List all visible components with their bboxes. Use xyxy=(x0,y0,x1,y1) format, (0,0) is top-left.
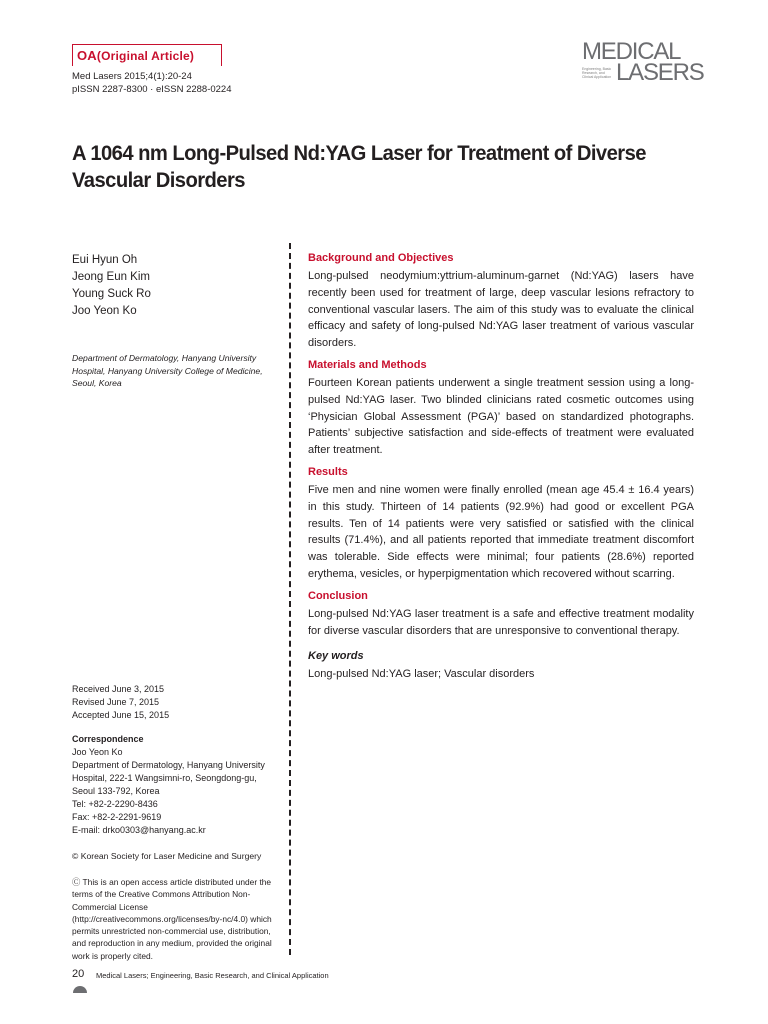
footer-arc-icon xyxy=(73,986,87,993)
accepted-date: Accepted June 15, 2015 xyxy=(72,710,170,720)
correspondence-line: Joo Yeon Ko xyxy=(72,747,123,757)
section-body: Five men and nine women were finally enrolled (mean age 45.4 ± 16.4 years) in this study. Thirteen of 14 patients (92.9%) had good or excellent PGA results. Ten of 14 patients were very satisfied or satisfied with the clinical results (71.4%), and all patients reported that immediate treatment discomfort was tolerable. Side effects were minimal; four patients (28.6%) reported erythema, vesicles, or hyperpigmentation which recovered without scarring. xyxy=(308,483,694,580)
abstract-methods xyxy=(308,358,694,459)
author-list xyxy=(72,252,151,320)
section-body: Fourteen Korean patients underwent a single treatment session using a long-pulsed Nd:YAG laser. Two blinded clinicians rated cosmetic outcomes using ‘Physician Global Assessment (PGA)’ based on standardized photographs. Patients’ subjective satisfaction and side-effects of treatment were evaluated after treatment. xyxy=(308,376,694,457)
copyright-notice: © Korean Society for Laser Medicine and Surgery xyxy=(72,851,262,861)
correspondence-tel: Tel: +82-2-2290-8436 xyxy=(72,799,158,809)
article-type-label xyxy=(77,48,194,63)
correspondence-line: Seoul 133-792, Korea xyxy=(72,786,160,796)
article-dates xyxy=(72,683,169,722)
article-type-full: (Original Article) xyxy=(96,49,195,63)
journal-logo xyxy=(580,38,704,88)
author: Jeong Eun Kim xyxy=(72,271,150,283)
section-heading: Results xyxy=(308,465,348,478)
article-title: A 1064 nm Long-Pulsed Nd:YAG Laser for Treatment of Diverse Vascular Disorders xyxy=(72,141,646,192)
logo-lasers-text: LASERS xyxy=(616,59,704,86)
citation: Med Lasers 2015;4(1):20-24 xyxy=(72,71,192,82)
correspondence xyxy=(72,733,286,837)
correspondence-line: Department of Dermatology, Hanyang University xyxy=(72,760,265,770)
keywords-heading: Key words xyxy=(308,650,364,663)
correspondence-fax: Fax: +82-2-2291-9619 xyxy=(72,812,162,822)
footer-journal-line: Medical Lasers; Engineering, Basic Research, and Clinical Application xyxy=(96,971,329,980)
abstract-keywords xyxy=(308,649,694,683)
section-heading: Materials and Methods xyxy=(308,358,427,371)
column-divider xyxy=(289,243,291,955)
author: Young Suck Ro xyxy=(72,288,151,300)
revised-date: Revised June 7, 2015 xyxy=(72,697,160,707)
author: Joo Yeon Ko xyxy=(72,305,137,317)
issn: pISSN 2287-8300 · eISSN 2288-0224 xyxy=(72,84,232,95)
abstract xyxy=(308,251,694,683)
keywords-body: Long-pulsed Nd:YAG laser; Vascular disorders xyxy=(308,668,535,681)
affiliation: Department of Dermatology, Hanyang University Hospital, Hanyang University College of Medicine, Seoul, Korea xyxy=(72,353,263,388)
author: Eui Hyun Oh xyxy=(72,254,138,266)
logo-medical-text: MEDICAL xyxy=(582,38,681,65)
article-type-abbrev: OA xyxy=(77,48,97,63)
journal-meta xyxy=(72,70,232,96)
page-number: 20 xyxy=(72,968,85,980)
correspondence-email[interactable]: E-mail: drko0303@hanyang.ac.kr xyxy=(72,825,206,835)
license-notice: Ⓒ This is an open access article distributed under the terms of the Creative Commons Attribution Non-Commercial License (http://creativecommons.org/licenses/by-nc/4.0) which permits unrestricted non-commercial use, distribution, and reproduction in any medium, provided the original work is properly cited. xyxy=(72,877,272,961)
section-heading: Conclusion xyxy=(308,589,368,602)
received-date: Received June 3, 2015 xyxy=(72,684,165,694)
correspondence-heading: Correspondence xyxy=(72,734,144,744)
section-body: Long-pulsed neodymium:yttrium-aluminum-garnet (Nd:YAG) lasers have recently been used for treatment of large, deep vascular lesions refractory to conventional vascular lasers. The aim of this study was to evaluate the clinical efficacy and safety of long-pulsed Nd:YAG laser treatment of various vascular disorders. xyxy=(308,270,694,350)
abstract-results xyxy=(308,465,694,583)
logo-tagline: Engineering, Basic Research, and Clinical Application xyxy=(582,67,612,79)
abstract-conclusion xyxy=(308,589,694,640)
abstract-background xyxy=(308,251,694,352)
section-heading: Background and Objectives xyxy=(308,252,454,264)
section-body: Long-pulsed Nd:YAG laser treatment is a safe and effective treatment modality for diverse vascular disorders that are unresponsive to conventional therapy. xyxy=(308,607,694,637)
correspondence-line: Hospital, 222-1 Wangsimni-ro, Seongdong-gu, xyxy=(72,773,257,783)
